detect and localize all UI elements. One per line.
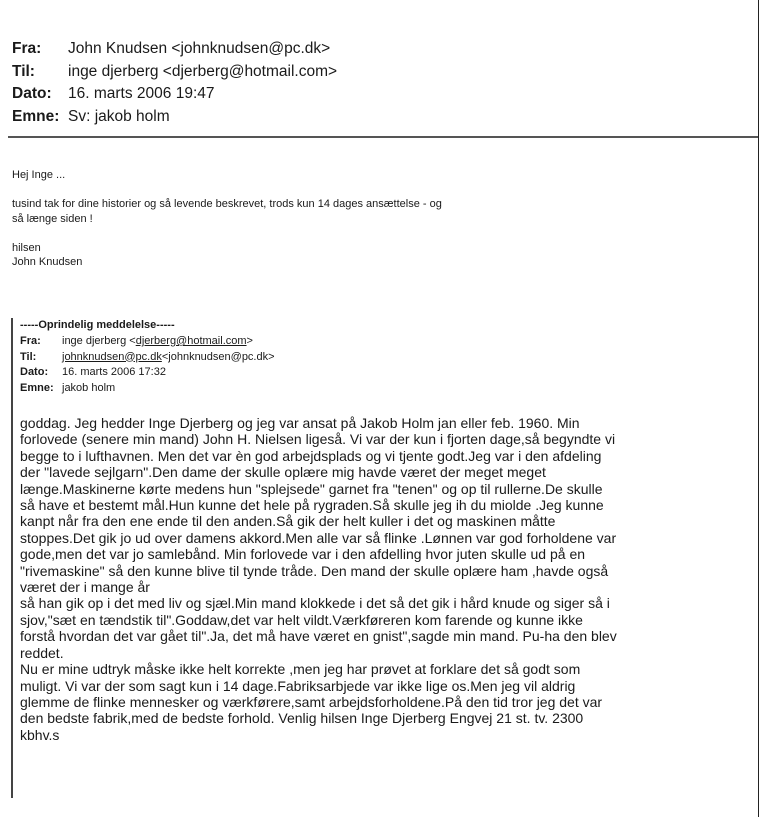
body-line: forstå hvordan det var gået til".Ja, det må have været en gnist",sagde min mand. Pu-ha den blev	[20, 628, 617, 645]
body-line: stoppes.Det gik jo ud over damens akkord.Men alle var så flinke .Lønnen var god forholdene var	[20, 529, 617, 546]
reply-greeting: Hej Inge ...	[12, 169, 66, 181]
header-divider	[8, 136, 758, 138]
subject-label: Emne:	[12, 107, 60, 125]
body-line: så han gik op i det med liv og sjæl.Min mand klokkede i det så det gik i hård knude og siger så i	[20, 595, 610, 612]
header-subject-row	[12, 106, 532, 129]
date-value: 16. marts 2006 19:47	[68, 85, 215, 102]
original-to-row	[20, 350, 275, 366]
body-line: forlovede (senere min mand) John H. Nielsen ligeså. Vi var der kun i fjorten dage,så begyndte vi	[20, 431, 616, 448]
original-to-label: Til:	[20, 350, 37, 363]
reply-closing: hilsen	[12, 241, 41, 254]
original-to-email-link[interactable]: johnknudsen@pc.dk	[62, 350, 162, 363]
quote-bar	[11, 318, 13, 798]
from-label: Fra:	[12, 40, 42, 57]
to-value: inge djerberg <djerberg@hotmail.com>	[68, 62, 338, 80]
original-from-email-link[interactable]: djerberg@hotmail.com	[135, 335, 247, 347]
body-line: reddet.	[20, 644, 64, 661]
body-line: muligt. Vi var der som sagt kun i 14 dage.Fabriksarbjede var ikke lige os.Men jeg vil aldrig	[20, 677, 576, 694]
original-date-value: 16. marts 2006 17:32	[62, 366, 166, 378]
header-date-row	[12, 83, 532, 106]
reply-signature: John Knudsen	[12, 256, 83, 268]
body-line: goddag. Jeg hedder Inge Djerberg og jeg var ansat på Jakob Holm jan eller feb. 1960. Min	[20, 415, 580, 431]
original-body	[20, 415, 740, 743]
body-line: der "lavede sejlgarn".Den dame der skulle oplære mig havde været der meget meget	[20, 464, 546, 481]
email-header	[12, 38, 532, 128]
body-line: været der i mange år	[20, 579, 150, 596]
original-from-row	[20, 334, 275, 350]
body-line: den bedste fabrik,med de bedste forhold. Venlig hilsen Inge Djerberg Engvej 21 st. tv. 2300	[20, 710, 584, 727]
original-from-end: >	[246, 335, 253, 347]
original-subject-label: Emne:	[20, 381, 54, 394]
header-from-row	[12, 38, 532, 61]
original-to-rest: <johnknudsen@pc.dk>	[161, 350, 275, 363]
original-subject-value: jakob holm	[62, 381, 116, 394]
body-line: sjov,"sæt en tændstik til".Goddaw,det var helt vildt.Værkføreren kom farende og kunne ikke	[20, 611, 583, 628]
body-line: begge to i lufthavnen. Men det var èn god arbejdsplads og vi tjente godt.Jeg var i den afdeling	[20, 447, 602, 464]
original-date-label: Dato:	[20, 366, 49, 378]
body-line: længe.Maskinerne kørte medens hun "splejsede" garnet fra "tenen" og op til rullerne.De skulle	[20, 480, 603, 497]
body-line: så have et bestemt mål.Hun kunne det hele på rygraden.Så skulle jeg ih du miolde .Jeg kunne	[20, 497, 604, 514]
body-line: Nu er mine udtryk måske ikke helt korrekte ,men jeg har prøvet at forklare det så godt som	[20, 661, 581, 678]
body-line: glemme de flinke mennesker og værkførere,samt arbejdsforholdene.På den tid tror jeg det var	[20, 693, 603, 710]
header-to-row	[12, 61, 532, 84]
original-from-label: Fra:	[20, 335, 41, 347]
date-label: Dato:	[12, 85, 52, 102]
to-label: Til:	[12, 62, 35, 80]
page-edge-line	[758, 0, 759, 817]
body-line: kanpt når fra den ene ende til den anden.Så gik der helt kuller i det og maskinen måtte	[20, 513, 556, 530]
original-header	[20, 334, 275, 396]
original-message-title: -----Oprindelig meddelelse-----	[20, 319, 175, 331]
body-line: gode,men det var jo samlebånd. Min forlovede var i den afdelling hvor juten skulle ud på en	[20, 546, 586, 563]
body-line: "rivemaskine" så den kunne blive til tynde tråde. Den mand der skulle oplære ham ,havde også	[20, 562, 609, 579]
body-line: kbhv.s	[20, 726, 60, 743]
from-value: John Knudsen <johnknudsen@pc.dk>	[68, 40, 331, 57]
subject-value: Sv: jakob holm	[68, 107, 170, 125]
reply-paragraph: tusind tak for dine historier og så levende beskrevet, trods kun 14 dages ansættelse - og så længe siden !	[12, 198, 442, 225]
reply-message	[12, 168, 632, 270]
original-from-name: inge djerberg <	[62, 335, 136, 347]
original-date-row	[20, 365, 275, 381]
original-subject-row	[20, 381, 275, 397]
